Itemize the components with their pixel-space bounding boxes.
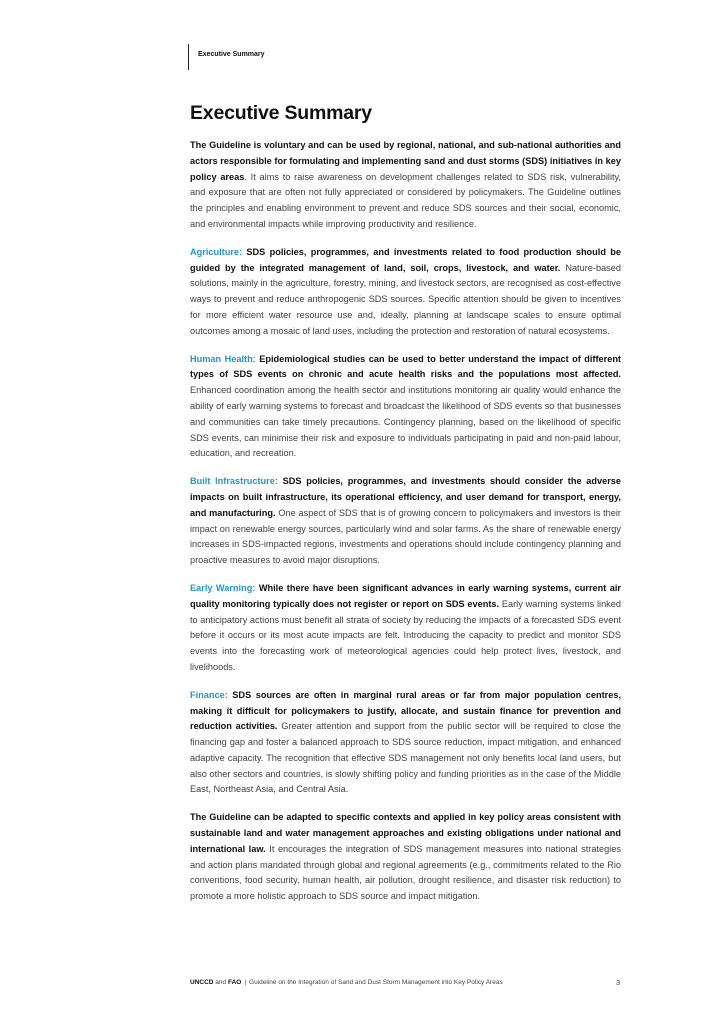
header-divider: [188, 44, 189, 70]
paragraph-conclusion: The Guideline can be adapted to specific contexts and applied in key policy areas consistent with sustainable land and water management approaches and existing obligations under national and international law. It encourages the integration of SDS management measures into national strategies and action plans mandated through global and regional agreements (e.g., commitments related to the Rio conventions, food security, human health, air pollution, drought resilience, and disaster risk reduction) to promote a more holistic approach to SDS source and impact mitigation.: [190, 812, 621, 902]
topic-label: Finance:: [190, 689, 228, 700]
paragraph-intro: The Guideline is voluntary and can be used by regional, national, and sub-national authorities and actors responsible for formulating and implementing sand and dust storms (SDS) initiatives in key policy areas. It aims to raise awareness on development challenges related to SDS risk, vulnerability, and exposure that are often not fully appreciated or considered by policymakers. The Guideline outlines the principles and enabling environment to prevent and reduce SDS sources and their social, economic, and environmental impacts while improving productivity and resilience.: [190, 140, 621, 229]
topic-label: Agriculture:: [190, 246, 243, 257]
footer-separator: |: [244, 979, 247, 986]
main-content: [190, 100, 621, 917]
paragraph-built-infrastructure: Built Infrastructure: SDS policies, programmes, and investments should consider the adverse impacts on built infrastructure, its operational efficiency, and user demand for transport, energy, and manufacturing. One aspect of SDS that is of growing concern to policymakers and investors is their impact on renewable energy sources, particularly wind and solar farms. As the share of renewable energy increases in SDS-impacted regions, investments and operations should include contingency planning and proactive measures to avoid major disruptions.: [190, 476, 622, 566]
topic-label: Early Warning:: [190, 582, 256, 593]
footer-org: UNCCD: [190, 979, 214, 986]
topic-label: Human Health:: [190, 353, 256, 364]
footer-doc-title: Guideline on the Integration of Sand and Dust Storm Management into Key Policy Areas: [249, 979, 503, 986]
footer-citation: UNCCD and FAO | Guideline on the Integration of Sand and Dust Storm Management into Key Policy Areas: [190, 979, 503, 986]
topic-label: Built Infrastructure:: [190, 476, 278, 487]
page-number: 3: [616, 978, 621, 987]
paragraph-agriculture: Agriculture: SDS policies, programmes, and investments related to food production should be guided by the integrated management of land, soil, crops, livestock, and water. Nature-based solutions, mainly in the agriculture, forestry, mining, and livestock sectors, are recognised as cost-effective ways to prevent and reduce anthropogenic SDS sources. Specific attention should be given to incentives for more efficient water resource use and, ideally, planning at landscape scales to ensure optimal outcomes among a mosaic of land uses, including the protection and restoration of natural ecosystems.: [190, 246, 621, 336]
paragraph-finance: Finance: SDS sources are often in marginal rural areas or far from major population centres, making it difficult for policymakers to justify, allocate, and sustain finance for prevention and reduction activities. Greater attention and support from the public sector will be required to close the financing gap and foster a balanced approach to SDS source reduction, impact mitigation, and enhanced adaptive capacity. The recognition that effective SDS management not only benefits local land users, but also other sectors and countries, is slowly shifting policy and funding priorities as in the case of the Middle East, Northeast Asia, and Central Asia.: [190, 689, 621, 795]
paragraph-human-health: Human Health: Epidemiological studies can be used to better understand the impact of different types of SDS events on chronic and acute health risks and the populations most affected. Enhanced coordination among the health sector and institutions monitoring air quality would enhance the ability of early warning systems to forecast and broadcast the likelihood of SDS events so that businesses and communities can take timely precautions. Contingency planning, based on the likelihood of specific SDS events, can minimise their risk and exposure to individuals participating in paid and non-paid labour, education, and recreation.: [190, 353, 621, 459]
running-header: Executive Summary: [198, 51, 265, 58]
paragraph-early-warning: Early Warning: While there have been significant advances in early warning systems, current air quality monitoring typically does not register or report on SDS events. Early warning systems linked to anticipatory actions must benefit all strata of society by reducing the impacts of a forecasted SDS event before it occurs or its most acute impacts are felt. Introducing the capacity to predict and monitor SDS events into the forecasting work of meteorological agencies could help protect lives, livestock, and livelihoods.: [190, 582, 621, 672]
footer-org2: FAO: [227, 979, 242, 986]
page-title: Executive Summary: [190, 102, 372, 124]
